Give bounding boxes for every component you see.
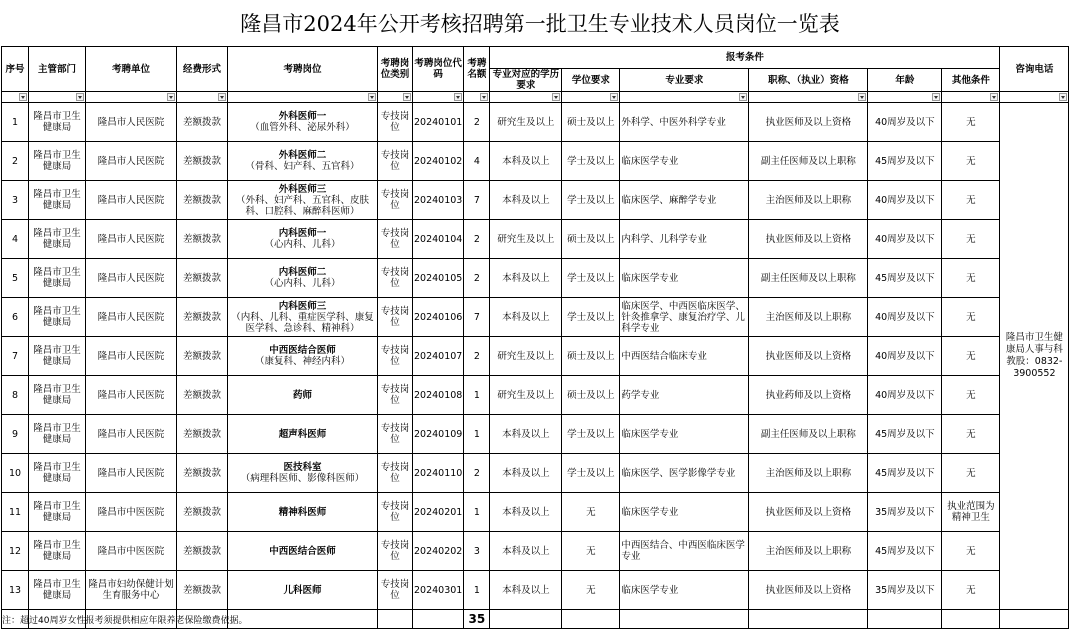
filter-cell bbox=[749, 92, 868, 103]
row-age: 35周岁及以下 bbox=[868, 493, 942, 532]
filter-cell bbox=[464, 92, 490, 103]
row-degree: 硕士及以上 bbox=[562, 103, 620, 142]
row-seq: 1 bbox=[2, 103, 29, 142]
row-quota: 1 bbox=[464, 415, 490, 454]
page-title: 隆昌市2024年公开考核招聘第一批卫生专业技术人员岗位一览表 bbox=[240, 12, 840, 36]
post-subtitle: （血管外科、泌尿外科） bbox=[250, 122, 355, 133]
row-funding: 差额拨款 bbox=[177, 571, 228, 610]
total-row-cell bbox=[1000, 610, 1069, 629]
post-name: 医技科室 bbox=[283, 462, 322, 473]
header-seq: 序号 bbox=[2, 47, 29, 92]
row-post bbox=[228, 571, 378, 610]
row-degree: 无 bbox=[562, 571, 620, 610]
row-unit: 隆昌市人民医院 bbox=[86, 103, 177, 142]
table-row bbox=[2, 298, 1069, 337]
post-subtitle: （外科、妇产科、五官科、皮肤科、口腔科、麻醉科医师） bbox=[235, 194, 369, 217]
row-edu: 本科及以上 bbox=[490, 181, 562, 220]
row-age: 45周岁及以下 bbox=[868, 454, 942, 493]
filter-cell bbox=[490, 92, 562, 103]
row-degree: 学士及以上 bbox=[562, 142, 620, 181]
header-major: 专业要求 bbox=[620, 69, 749, 92]
row-edu: 本科及以上 bbox=[490, 259, 562, 298]
row-post bbox=[228, 337, 378, 376]
row-code: 20240107 bbox=[413, 337, 464, 376]
row-degree: 无 bbox=[562, 532, 620, 571]
filter-cell bbox=[228, 92, 378, 103]
row-edu: 本科及以上 bbox=[490, 493, 562, 532]
row-dept: 隆昌市卫生健康局 bbox=[29, 454, 86, 493]
header-unit: 考聘单位 bbox=[86, 47, 177, 92]
row-unit: 隆昌市人民医院 bbox=[86, 181, 177, 220]
row-title-req: 执业医师及以上资格 bbox=[749, 337, 868, 376]
filter-dropdown-icon[interactable] bbox=[403, 93, 411, 101]
row-seq: 8 bbox=[2, 376, 29, 415]
row-funding: 差额拨款 bbox=[177, 181, 228, 220]
table-row bbox=[2, 259, 1069, 298]
total-row-cell bbox=[562, 610, 620, 629]
row-unit: 隆昌市人民医院 bbox=[86, 142, 177, 181]
row-category: 专技岗位 bbox=[378, 415, 413, 454]
row-title-req: 主治医师及以上职称 bbox=[749, 298, 868, 337]
row-category: 专技岗位 bbox=[378, 532, 413, 571]
row-quota: 1 bbox=[464, 493, 490, 532]
row-edu: 研究生及以上 bbox=[490, 103, 562, 142]
row-code: 20240104 bbox=[413, 220, 464, 259]
row-code: 20240108 bbox=[413, 376, 464, 415]
row-funding: 差额拨款 bbox=[177, 454, 228, 493]
row-age: 45周岁及以下 bbox=[868, 259, 942, 298]
row-other: 无 bbox=[942, 181, 1000, 220]
row-title-req: 执业医师及以上资格 bbox=[749, 103, 868, 142]
filter-cell bbox=[868, 92, 942, 103]
row-quota: 3 bbox=[464, 532, 490, 571]
filter-dropdown-icon[interactable] bbox=[167, 93, 175, 101]
row-title-req: 主治医师及以上职称 bbox=[749, 454, 868, 493]
header-dept: 主管部门 bbox=[29, 47, 86, 92]
filter-dropdown-icon[interactable] bbox=[739, 93, 747, 101]
row-major: 内科学、儿科学专业 bbox=[620, 220, 749, 259]
row-other: 执业范围为精神卫生 bbox=[942, 493, 1000, 532]
row-category: 专技岗位 bbox=[378, 259, 413, 298]
row-quota: 2 bbox=[464, 220, 490, 259]
filter-cell bbox=[942, 92, 1000, 103]
contact-phone: 隆昌市卫生健康局人事与科教股：0832-3900552 bbox=[1000, 103, 1069, 610]
row-funding: 差额拨款 bbox=[177, 493, 228, 532]
filter-dropdown-icon[interactable] bbox=[19, 93, 27, 101]
row-degree: 学士及以上 bbox=[562, 181, 620, 220]
row-post bbox=[228, 103, 378, 142]
header-funding: 经费形式 bbox=[177, 47, 228, 92]
row-major: 临床医学、麻醉学专业 bbox=[620, 181, 749, 220]
row-unit: 隆昌市人民医院 bbox=[86, 337, 177, 376]
header-degree: 学位要求 bbox=[562, 69, 620, 92]
filter-dropdown-icon[interactable] bbox=[858, 93, 866, 101]
header-conditions: 报考条件 bbox=[490, 47, 1000, 69]
row-post bbox=[228, 415, 378, 454]
row-other: 无 bbox=[942, 298, 1000, 337]
table-row bbox=[2, 532, 1069, 571]
row-quota: 7 bbox=[464, 181, 490, 220]
row-post bbox=[228, 454, 378, 493]
row-major: 临床医学专业 bbox=[620, 142, 749, 181]
row-seq: 10 bbox=[2, 454, 29, 493]
row-other: 无 bbox=[942, 415, 1000, 454]
row-degree: 硕士及以上 bbox=[562, 337, 620, 376]
row-dept: 隆昌市卫生健康局 bbox=[29, 493, 86, 532]
row-unit: 隆昌市中医医院 bbox=[86, 493, 177, 532]
post-name: 内科医师一 bbox=[278, 228, 327, 239]
row-age: 45周岁及以下 bbox=[868, 532, 942, 571]
row-unit: 隆昌市人民医院 bbox=[86, 220, 177, 259]
row-title-req: 执业医师及以上资格 bbox=[749, 220, 868, 259]
filter-dropdown-icon[interactable] bbox=[454, 93, 462, 101]
row-other: 无 bbox=[942, 571, 1000, 610]
row-unit: 隆昌市人民医院 bbox=[86, 376, 177, 415]
row-funding: 差额拨款 bbox=[177, 298, 228, 337]
post-subtitle: （心内科、儿科） bbox=[264, 278, 341, 289]
row-seq: 2 bbox=[2, 142, 29, 181]
total-row-cell bbox=[490, 610, 562, 629]
row-funding: 差额拨款 bbox=[177, 259, 228, 298]
row-funding: 差额拨款 bbox=[177, 220, 228, 259]
row-major: 外科学、中医外科学专业 bbox=[620, 103, 749, 142]
row-degree: 学士及以上 bbox=[562, 259, 620, 298]
row-unit: 隆昌市人民医院 bbox=[86, 259, 177, 298]
header-edu: 专业对应的学历要求 bbox=[490, 69, 562, 92]
row-code: 20240301 bbox=[413, 571, 464, 610]
row-age: 35周岁及以下 bbox=[868, 571, 942, 610]
row-unit: 隆昌市妇幼保健计划生育服务中心 bbox=[86, 571, 177, 610]
row-degree: 学士及以上 bbox=[562, 415, 620, 454]
row-degree: 无 bbox=[562, 493, 620, 532]
row-title-req: 执业医师及以上资格 bbox=[749, 571, 868, 610]
row-post bbox=[228, 376, 378, 415]
post-name: 外科医师三 bbox=[278, 183, 327, 195]
row-funding: 差额拨款 bbox=[177, 532, 228, 571]
row-title-req: 副主任医师及以上职称 bbox=[749, 142, 868, 181]
post-subtitle: （康复科、神经内科） bbox=[254, 356, 350, 367]
row-category: 专技岗位 bbox=[378, 220, 413, 259]
row-other: 无 bbox=[942, 532, 1000, 571]
recruitment-table bbox=[1, 46, 1069, 629]
row-category: 专技岗位 bbox=[378, 103, 413, 142]
row-dept: 隆昌市卫生健康局 bbox=[29, 298, 86, 337]
row-age: 45周岁及以下 bbox=[868, 142, 942, 181]
row-category: 专技岗位 bbox=[378, 181, 413, 220]
post-name: 儿科医师 bbox=[283, 584, 322, 596]
table-row bbox=[2, 454, 1069, 493]
row-other: 无 bbox=[942, 259, 1000, 298]
row-dept: 隆昌市卫生健康局 bbox=[29, 571, 86, 610]
filter-cell bbox=[29, 92, 86, 103]
row-category: 专技岗位 bbox=[378, 337, 413, 376]
row-age: 40周岁及以下 bbox=[868, 337, 942, 376]
row-edu: 研究生及以上 bbox=[490, 220, 562, 259]
header-quota: 考聘名额 bbox=[464, 47, 490, 92]
row-quota: 2 bbox=[464, 454, 490, 493]
post-subtitle: （内科、儿科、重症医学科、康复医学科、急诊科、精神科） bbox=[231, 311, 374, 334]
filter-cell bbox=[86, 92, 177, 103]
header-age: 年龄 bbox=[868, 69, 942, 92]
row-title-req: 主治医师及以上职称 bbox=[749, 532, 868, 571]
row-code: 20240105 bbox=[413, 259, 464, 298]
row-edu: 本科及以上 bbox=[490, 298, 562, 337]
header-title-req: 职称、（执业）资格 bbox=[749, 69, 868, 92]
row-seq: 12 bbox=[2, 532, 29, 571]
row-title-req: 主治医师及以上职称 bbox=[749, 181, 868, 220]
filter-cell bbox=[620, 92, 749, 103]
row-code: 20240102 bbox=[413, 142, 464, 181]
row-edu: 本科及以上 bbox=[490, 142, 562, 181]
total-row-cell bbox=[749, 610, 868, 629]
row-other: 无 bbox=[942, 103, 1000, 142]
post-name: 超声科医师 bbox=[278, 428, 327, 440]
row-age: 45周岁及以下 bbox=[868, 415, 942, 454]
header-phone: 咨询电话 bbox=[1000, 47, 1069, 92]
row-dept: 隆昌市卫生健康局 bbox=[29, 142, 86, 181]
row-title-req: 执业医师及以上资格 bbox=[749, 493, 868, 532]
row-dept: 隆昌市卫生健康局 bbox=[29, 532, 86, 571]
row-seq: 9 bbox=[2, 415, 29, 454]
post-name: 精神科医师 bbox=[278, 506, 327, 518]
post-name: 内科医师二 bbox=[278, 267, 327, 278]
row-dept: 隆昌市卫生健康局 bbox=[29, 103, 86, 142]
row-category: 专技岗位 bbox=[378, 454, 413, 493]
post-subtitle: （心内科、儿科） bbox=[264, 239, 341, 250]
row-quota: 2 bbox=[464, 103, 490, 142]
row-unit: 隆昌市人民医院 bbox=[86, 298, 177, 337]
row-major: 临床医学专业 bbox=[620, 415, 749, 454]
row-quota: 1 bbox=[464, 376, 490, 415]
row-category: 专技岗位 bbox=[378, 493, 413, 532]
filter-cell bbox=[413, 92, 464, 103]
row-dept: 隆昌市卫生健康局 bbox=[29, 220, 86, 259]
table-row bbox=[2, 337, 1069, 376]
row-edu: 本科及以上 bbox=[490, 415, 562, 454]
post-subtitle: （骨科、妇产科、五官科） bbox=[245, 161, 360, 172]
row-code: 20240101 bbox=[413, 103, 464, 142]
row-other: 无 bbox=[942, 337, 1000, 376]
row-dept: 隆昌市卫生健康局 bbox=[29, 181, 86, 220]
row-category: 专技岗位 bbox=[378, 298, 413, 337]
row-post bbox=[228, 142, 378, 181]
row-seq: 7 bbox=[2, 337, 29, 376]
row-major: 中西医结合临床专业 bbox=[620, 337, 749, 376]
row-seq: 3 bbox=[2, 181, 29, 220]
row-dept: 隆昌市卫生健康局 bbox=[29, 259, 86, 298]
row-title-req: 执业药师及以上资格 bbox=[749, 376, 868, 415]
row-quota: 2 bbox=[464, 259, 490, 298]
row-dept: 隆昌市卫生健康局 bbox=[29, 337, 86, 376]
row-age: 40周岁及以下 bbox=[868, 181, 942, 220]
row-age: 40周岁及以下 bbox=[868, 103, 942, 142]
table-row bbox=[2, 376, 1069, 415]
row-age: 40周岁及以下 bbox=[868, 220, 942, 259]
filter-dropdown-icon[interactable] bbox=[1059, 93, 1067, 101]
filter-dropdown-icon[interactable] bbox=[368, 93, 376, 101]
filter-dropdown-icon[interactable] bbox=[932, 93, 940, 101]
filter-dropdown-icon[interactable] bbox=[76, 93, 84, 101]
row-category: 专技岗位 bbox=[378, 571, 413, 610]
header-category: 考聘岗位类别 bbox=[378, 47, 413, 92]
row-edu: 本科及以上 bbox=[490, 454, 562, 493]
total-quota: 35 bbox=[464, 610, 490, 629]
row-code: 20240103 bbox=[413, 181, 464, 220]
header-post: 考聘岗位 bbox=[228, 47, 378, 92]
filter-cell bbox=[562, 92, 620, 103]
row-degree: 硕士及以上 bbox=[562, 376, 620, 415]
row-code: 20240106 bbox=[413, 298, 464, 337]
post-name: 药师 bbox=[292, 389, 312, 401]
total-row-cell bbox=[942, 610, 1000, 629]
filter-cell bbox=[2, 92, 29, 103]
row-code: 20240202 bbox=[413, 532, 464, 571]
row-post bbox=[228, 181, 378, 220]
row-age: 40周岁及以下 bbox=[868, 298, 942, 337]
row-quota: 1 bbox=[464, 571, 490, 610]
table-row bbox=[2, 103, 1069, 142]
filter-dropdown-icon[interactable] bbox=[218, 93, 226, 101]
header-other: 其他条件 bbox=[942, 69, 1000, 92]
table-row bbox=[2, 220, 1069, 259]
row-funding: 差额拨款 bbox=[177, 103, 228, 142]
post-subtitle: （病理科医师、影像科医师） bbox=[240, 473, 365, 484]
total-row-cell bbox=[378, 610, 413, 629]
row-code: 20240110 bbox=[413, 454, 464, 493]
row-post bbox=[228, 259, 378, 298]
row-seq: 5 bbox=[2, 259, 29, 298]
row-major: 中西医结合、中西医临床医学专业 bbox=[620, 532, 749, 571]
table-row bbox=[2, 142, 1069, 181]
row-age: 40周岁及以下 bbox=[868, 376, 942, 415]
row-degree: 学士及以上 bbox=[562, 298, 620, 337]
row-post bbox=[228, 220, 378, 259]
filter-dropdown-icon[interactable] bbox=[990, 93, 998, 101]
post-name: 外科医师二 bbox=[278, 150, 327, 161]
row-major: 药学专业 bbox=[620, 376, 749, 415]
row-edu: 本科及以上 bbox=[490, 571, 562, 610]
footnote: 注：超过40周岁女性报考须提供相应年限养老保险缴费依据。 bbox=[2, 616, 248, 626]
row-funding: 差额拨款 bbox=[177, 415, 228, 454]
row-major: 临床医学、医学影像学专业 bbox=[620, 454, 749, 493]
row-seq: 13 bbox=[2, 571, 29, 610]
row-other: 无 bbox=[942, 220, 1000, 259]
row-title-req: 副主任医师及以上职称 bbox=[749, 415, 868, 454]
row-funding: 差额拨款 bbox=[177, 142, 228, 181]
row-edu: 研究生及以上 bbox=[490, 337, 562, 376]
row-major: 临床医学、中西医临床医学、针灸推拿学、康复治疗学、儿科学专业 bbox=[620, 298, 749, 337]
row-edu: 研究生及以上 bbox=[490, 376, 562, 415]
header-code: 考聘岗位代码 bbox=[413, 47, 464, 92]
table-row bbox=[2, 181, 1069, 220]
table-row bbox=[2, 571, 1069, 610]
post-name: 中西医结合医师 bbox=[269, 545, 336, 557]
row-quota: 7 bbox=[464, 298, 490, 337]
row-unit: 隆昌市人民医院 bbox=[86, 415, 177, 454]
total-row-cell bbox=[413, 610, 464, 629]
row-funding: 差额拨款 bbox=[177, 376, 228, 415]
row-seq: 11 bbox=[2, 493, 29, 532]
filter-dropdown-icon[interactable] bbox=[480, 93, 488, 101]
filter-cell bbox=[378, 92, 413, 103]
table-row bbox=[2, 415, 1069, 454]
row-seq: 4 bbox=[2, 220, 29, 259]
row-unit: 隆昌市中医医院 bbox=[86, 532, 177, 571]
total-row-cell bbox=[228, 610, 378, 629]
post-name: 内科医师三 bbox=[278, 300, 327, 312]
row-degree: 硕士及以上 bbox=[562, 220, 620, 259]
post-name: 外科医师一 bbox=[278, 111, 327, 122]
row-other: 无 bbox=[942, 454, 1000, 493]
row-major: 临床医学专业 bbox=[620, 571, 749, 610]
row-category: 专技岗位 bbox=[378, 142, 413, 181]
row-dept: 隆昌市卫生健康局 bbox=[29, 376, 86, 415]
row-seq: 6 bbox=[2, 298, 29, 337]
row-degree: 学士及以上 bbox=[562, 454, 620, 493]
filter-cell bbox=[177, 92, 228, 103]
row-post bbox=[228, 493, 378, 532]
row-major: 临床医学专业 bbox=[620, 259, 749, 298]
row-code: 20240201 bbox=[413, 493, 464, 532]
filter-dropdown-icon[interactable] bbox=[552, 93, 560, 101]
post-name: 中西医结合医师 bbox=[269, 345, 336, 356]
row-unit: 隆昌市人民医院 bbox=[86, 454, 177, 493]
row-quota: 2 bbox=[464, 337, 490, 376]
filter-cell bbox=[1000, 92, 1069, 103]
row-code: 20240109 bbox=[413, 415, 464, 454]
row-post bbox=[228, 298, 378, 337]
row-quota: 4 bbox=[464, 142, 490, 181]
row-major: 临床医学专业 bbox=[620, 493, 749, 532]
total-row-cell bbox=[620, 610, 749, 629]
row-category: 专技岗位 bbox=[378, 376, 413, 415]
filter-dropdown-icon[interactable] bbox=[610, 93, 618, 101]
row-title-req: 副主任医师及以上职称 bbox=[749, 259, 868, 298]
total-row-cell bbox=[868, 610, 942, 629]
table-row bbox=[2, 493, 1069, 532]
row-post bbox=[228, 532, 378, 571]
row-other: 无 bbox=[942, 142, 1000, 181]
row-funding: 差额拨款 bbox=[177, 337, 228, 376]
row-dept: 隆昌市卫生健康局 bbox=[29, 415, 86, 454]
row-edu: 本科及以上 bbox=[490, 532, 562, 571]
row-other: 无 bbox=[942, 376, 1000, 415]
